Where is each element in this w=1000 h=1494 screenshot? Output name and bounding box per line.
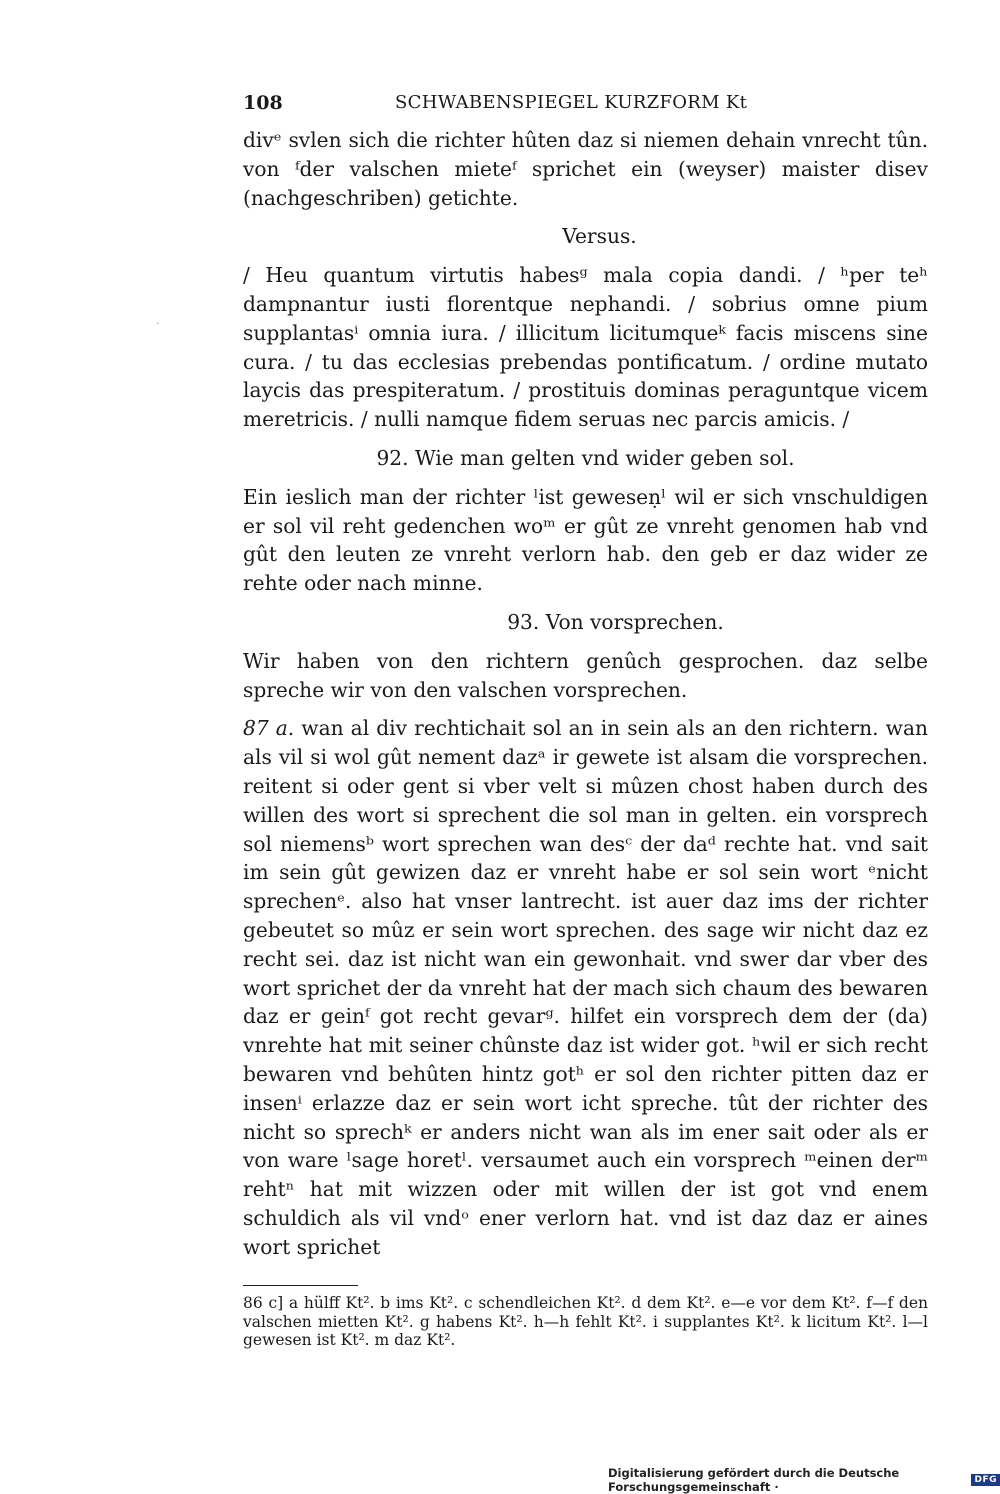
digitization-credit	[608, 1466, 1000, 1494]
section-87a-paragraph	[243, 714, 928, 1261]
footnote-line: 86 c] a hülff Kt². b ims Kt². c schendleichen Kt². d dem Kt². e—e vor dem Kt². f—f den valschen mietten Kt². g habens Kt². h—h fehlt Kt². i supplantes Kt². k licitum Kt². l—l gewesen ist Kt². m daz Kt².	[243, 1294, 928, 1350]
margin-mark: ·	[156, 319, 160, 330]
section-87a-label: 87 a.	[243, 716, 295, 741]
section-92-heading: 92. Wie man gelten vnd wider geben sol.	[376, 445, 795, 470]
page-header	[243, 92, 928, 126]
running-title: SCHWABENSPIEGEL KURZFORM Kt	[395, 92, 748, 113]
section-92-paragraph: Ein ieslich man der richter ˡist geweseṇˡ wil er sich vnschuldigen er sol vil reht gedenchen woᵐ er gût ze vnreht genomen hab vnd gût den leuten ze vnreht verlorn hab. den geb er daz wider ze rehte oder nach minne.	[243, 484, 928, 596]
main-text	[243, 126, 928, 1261]
section-93-paragraph: Wir haben von den richtern genûch gesprochen. daz selbe spreche wir von den valschen vorsprechen.	[243, 648, 928, 702]
versus-paragraph: / Heu quantum virtutis habesᵍ mala copia dandi. / ʰper teʰ dampnantur iusti florentque nephandi. / sobrius omne pium supplantasⁱ omnia iura. / illicitum licitumqueᵏ facis miscens sine cura. / tu das ecclesias prebendas pontificatum. / ordine mutato laycis das prespiteratum. / prostituis dominas peraguntque vicem meretricis. / nulli namque fidem seruas nec parcis amicis. /	[243, 263, 928, 432]
section-87a-text: wan al div rechtichait sol an in sein als an den richtern. wan als vil si wol gût nement dazᵃ ir gewete ist alsam die vorsprechen. reitent si oder gent si vber velt si mûzen chost haben durch des willen des wort si sprechent die sol man in gelten. ein vorsprech sol niemensᵇ wort sprechen wan desᶜ der daᵈ rechte hat. vnd sait im sein gût gewizen daz er vnreht habe er sol sein wort ᵉnicht sprechenᵉ. also hat vnser lantrecht. ist auer daz ims der richter gebeutet so mûz er sein wort sprechen. des sage wir nicht daz ez recht sei. daz ist nicht wan ein gewonhait. vnd swer dar vber des wort sprichet der da vnreht hat der mach sich chaum des bewaren daz er geinᶠ got recht gevarᵍ. hilfet ein vorsprech dem der (da) vnrehte hat mit seiner chûnste daz ist wider got. ʰwil er sich recht bewaren vnd behûten hintz gotʰ er sol den richter pitten daz er insenⁱ erlazze daz er sein wort icht spreche. tût der richter des nicht so sprechᵏ er anders nicht wan als im ener sait oder als er von ware ˡsage horetˡ. versaumet auch ein vorsprech ᵐeinen derᵐ rehtⁿ hat mit wizzen oder mit willen der ist got vnd enem schuldich als vil vndᵒ ener verlorn hat. vnd ist daz daz er aines wort sprichet	[243, 716, 928, 1259]
footnotes	[243, 1294, 928, 1350]
dfg-logo-icon: DFG	[971, 1474, 1000, 1486]
footnote-divider	[243, 1285, 358, 1286]
credit-text: Digitalisierung gefördert durch die Deutsche Forschungsgemeinschaft ·	[608, 1466, 900, 1494]
versus-heading: Versus.	[562, 224, 637, 249]
page-number: 108	[243, 92, 283, 114]
book-page	[243, 92, 928, 1350]
section-93-heading: 93. Von vorsprechen.	[507, 609, 724, 634]
intro-paragraph: divᵉ svlen sich die richter hûten daz si niemen dehain vnrecht tûn. von ᶠder valschen mieteᶠ sprichet ein (weyser) maister disev (nachgeschriben) getichte.	[243, 128, 928, 210]
